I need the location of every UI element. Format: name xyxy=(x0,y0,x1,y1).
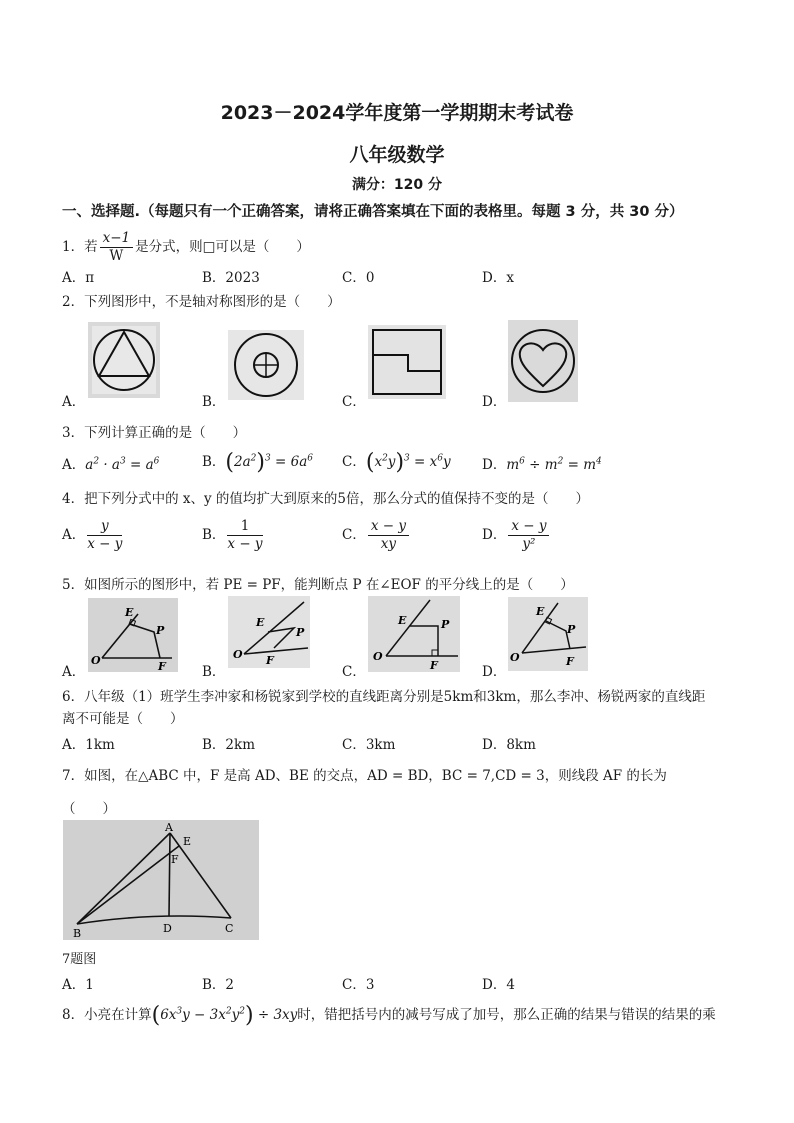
q6-option-d[interactable]: D．8km xyxy=(482,737,536,753)
q2-figure-a xyxy=(88,322,160,398)
q4-label-b: B． xyxy=(202,527,226,543)
q4-frac-c-den: xy xyxy=(380,536,397,552)
q5a-label-p: P xyxy=(156,624,165,637)
q3-option-d[interactable] xyxy=(482,453,602,473)
q7-label-c: C xyxy=(225,922,234,935)
score-line: 满分：120 分 xyxy=(351,177,443,193)
q7-option-a[interactable]: A．1 xyxy=(62,977,94,993)
question-2: 2．下列图形中，不是轴对称图形的是（ ） xyxy=(62,294,341,310)
q5d-label-f: F xyxy=(566,655,574,668)
q1-rest: 是分式，则□可以是（ ） xyxy=(135,239,310,255)
q1-option-b[interactable]: B．2023 xyxy=(202,270,260,286)
question-1 xyxy=(62,230,310,265)
q5d-label-o: O xyxy=(510,651,520,664)
q4-option-d[interactable] xyxy=(482,518,551,553)
q3-expr-d: $m^6 \div m^2 = m^4$ xyxy=(506,456,602,473)
question-3: 3．下列计算正确的是（ ） xyxy=(62,425,247,441)
q5a-label-o: O xyxy=(91,654,101,667)
section-heading: 一、选择题.（每题只有一个正确答案，请将正确答案填在下面的表格里。每题 3 分，共 30 分） xyxy=(62,204,684,220)
q2-option-d[interactable]: D． xyxy=(482,394,507,410)
q5a-label-f: F xyxy=(158,660,166,672)
q6-option-b[interactable]: B．2km xyxy=(202,737,255,753)
q3-label-d: D． xyxy=(482,457,507,473)
q1-fraction xyxy=(100,230,134,265)
q5-figure-a xyxy=(88,598,178,672)
q3-label-c: C． xyxy=(342,454,366,470)
q3-option-a[interactable] xyxy=(62,453,159,473)
q5b-label-e: E xyxy=(256,616,265,629)
question-7-line2: （ ） xyxy=(62,801,116,817)
q2-figure-d xyxy=(508,320,578,402)
q5-option-c[interactable]: C． xyxy=(342,664,366,680)
q3-option-c[interactable] xyxy=(342,450,451,475)
q4-label-d: D． xyxy=(482,527,507,543)
q5-option-a[interactable]: A． xyxy=(62,664,86,680)
q4-option-a[interactable] xyxy=(62,518,124,553)
q5a-label-e: E xyxy=(125,606,134,619)
q7-label-d: D xyxy=(163,922,172,935)
q5-figure-d xyxy=(508,597,588,671)
q4-option-b[interactable] xyxy=(202,518,265,553)
question-8 xyxy=(62,1003,716,1028)
q6-option-c[interactable]: C．3km xyxy=(342,737,396,753)
q5d-label-e: E xyxy=(536,605,545,618)
question-6-line2: 离不可能是（ ） xyxy=(62,711,184,727)
q3-label-a: A． xyxy=(62,457,86,473)
q5-option-d[interactable]: D． xyxy=(482,664,507,680)
q5b-label-f: F xyxy=(266,654,274,667)
question-7-line1: 7．如图，在△ABC 中，F 是高 AD、BE 的交点，AD = BD，BC = 7,CD = 3，则线段 AF 的长为 xyxy=(62,768,667,784)
question-5: 5．如图所示的图形中，若 PE = PF，能判断点 P 在∠EOF 的平分线上的是（ ） xyxy=(62,577,574,593)
q3-label-b: B． xyxy=(202,454,226,470)
q4-frac-b-num: 1 xyxy=(227,518,262,536)
q1-frac-num: x−1 xyxy=(100,230,134,248)
q1-option-d[interactable]: D．x xyxy=(482,270,514,286)
q1-option-c[interactable]: C．0 xyxy=(342,270,375,286)
q3-expr-b: $(2a^2)^3 = 6a^6$ xyxy=(225,450,313,475)
q5c-label-p: P xyxy=(441,618,450,631)
q5-figure-b xyxy=(228,596,310,668)
q5c-label-o: O xyxy=(373,650,383,663)
q7-label-b: B xyxy=(73,927,82,940)
q2-option-b[interactable]: B． xyxy=(202,394,226,410)
q2-option-c[interactable]: C． xyxy=(342,394,366,410)
q2-figure-c xyxy=(368,325,446,399)
q2-figure-b xyxy=(228,330,304,400)
q1-option-a[interactable]: A．π xyxy=(62,270,95,286)
q8-prefix: 8．小亮在计算 xyxy=(62,1007,152,1023)
exam-subtitle: 八年级数学 xyxy=(349,144,445,166)
q4-label-c: C． xyxy=(342,527,366,543)
q5d-label-p: P xyxy=(567,623,576,636)
q4-frac-a-num: y xyxy=(87,518,122,536)
q7-option-c[interactable]: C．3 xyxy=(342,977,375,993)
question-6-line1: 6．八年级（1）班学生李冲家和杨锐家到学校的直线距离分别是5km和3km，那么李冲、杨锐两家的直线距 xyxy=(62,689,706,705)
q4-frac-a xyxy=(87,518,122,553)
q1-frac-den: W xyxy=(109,248,124,264)
exam-title: 2023－2024学年度第一学期期末考试卷 xyxy=(220,102,574,124)
q5b-label-p: P xyxy=(296,626,305,639)
q4-frac-c-num: x − y xyxy=(368,518,409,536)
q4-option-c[interactable] xyxy=(342,518,411,553)
q7-option-b[interactable]: B．2 xyxy=(202,977,235,993)
q3-expr-c: $(x^2y)^3 = x^6y$ xyxy=(365,450,451,475)
q4-frac-d xyxy=(508,518,549,553)
q1-prefix: 1．若 xyxy=(62,239,98,255)
question-4: 4．把下列分式中的 x、y 的值均扩大到原来的5倍，那么分式的值保持不变的是（ ） xyxy=(62,491,589,507)
q3-option-b[interactable] xyxy=(202,450,313,475)
q4-frac-d-num: x − y xyxy=(508,518,549,536)
q5c-label-e: E xyxy=(398,614,407,627)
q5-option-b[interactable]: B． xyxy=(202,664,226,680)
q4-frac-c xyxy=(368,518,409,553)
q4-label-a: A． xyxy=(62,527,86,543)
q4-frac-b-den: x − y xyxy=(227,536,263,552)
q5c-label-f: F xyxy=(430,659,438,672)
q4-frac-b xyxy=(227,518,262,553)
q5b-label-o: O xyxy=(233,648,243,661)
q7-label-f: F xyxy=(171,853,179,866)
q7-label-a: A xyxy=(165,821,173,834)
q5-figure-c xyxy=(368,596,460,672)
q2-option-a[interactable]: A． xyxy=(62,394,86,410)
q7-option-d[interactable]: D．4 xyxy=(482,977,515,993)
q8-suffix: 时，错把括号内的减号写成了加号，那么正确的结果与错误的结果的乘 xyxy=(297,1007,716,1023)
q6-option-a[interactable]: A．1km xyxy=(62,737,115,753)
q7-figure xyxy=(63,820,259,940)
q7-label-e: E xyxy=(183,835,192,848)
q4-frac-d-den: y² xyxy=(522,536,536,552)
q3-expr-a: $a^2 \cdot a^3 = a^6$ xyxy=(85,456,160,473)
q4-frac-a-den: x − y xyxy=(87,536,123,552)
q8-expression: $(6x^3y - 3x^2y^2) \div 3xy$ xyxy=(151,1003,298,1028)
q7-figure-caption: 7题图 xyxy=(62,952,97,967)
